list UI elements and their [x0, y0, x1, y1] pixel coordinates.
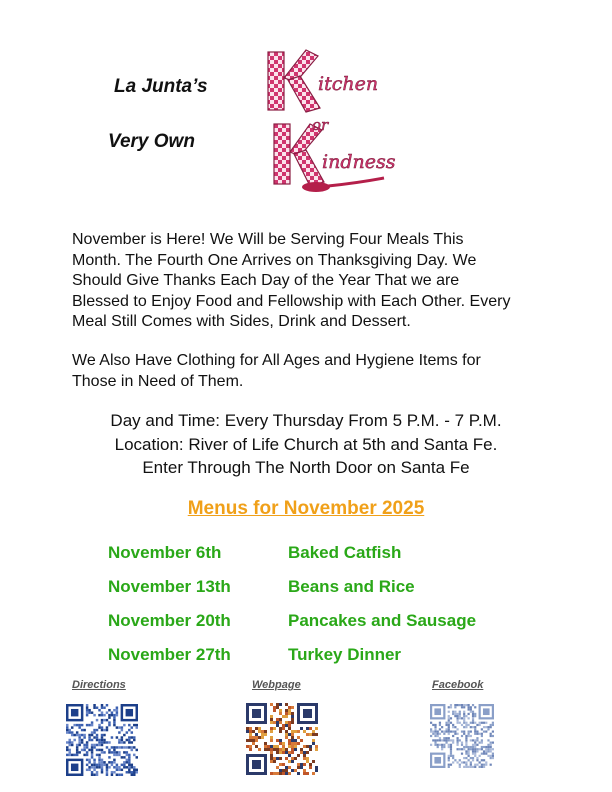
intro-line: Meal Still Comes with Sides, Drink and Dessert.	[72, 313, 411, 330]
intro-line: Blessed to Enjoy Food and Fellowship with Each Other. Every	[72, 292, 511, 310]
menu-row	[108, 577, 548, 603]
day-time: Day and Time: Every Thursday From 5 P.M. - 7 P.M.	[110, 411, 502, 430]
webpage-link[interactable]: Webpage	[252, 679, 301, 691]
tagline-line1: La Junta’s	[114, 76, 208, 97]
intro-line: November is Here! We Will be Serving Four Meals This	[72, 231, 464, 248]
intro-line: Month. The Fourth One Arrives on Thanksgiving Day. We	[72, 251, 477, 269]
menu-meal: Pancakes and Sausage	[288, 611, 477, 630]
svg-text:itchen: itchen	[318, 73, 379, 95]
extras-line: Those in Need of Them.	[72, 372, 244, 390]
menu-date: November 13th	[108, 577, 231, 596]
menu-row	[108, 645, 548, 671]
menu-date: November 27th	[108, 645, 231, 664]
kitchen-of-kindness-logo	[258, 44, 396, 194]
menu-meal: Baked Catfish	[288, 543, 402, 562]
event-info	[0, 409, 612, 480]
svg-text:indness: indness	[322, 151, 396, 173]
menu-row	[108, 611, 548, 637]
webpage-qr-code[interactable]	[246, 703, 318, 780]
directions-qr-code[interactable]	[66, 704, 138, 781]
menu-date: November 20th	[108, 611, 231, 630]
directions-link[interactable]: Directions	[72, 679, 126, 691]
menu-meal: Beans and Rice	[288, 577, 415, 596]
extras-line: We Also Have Clothing for All Ages and Hygiene Items for	[72, 352, 481, 369]
menu-meal: Turkey Dinner	[288, 645, 402, 664]
menu-date: November 6th	[108, 543, 222, 562]
intro-line: Should Give Thanks Each Day of the Year That we are	[72, 272, 460, 289]
tagline-line2: Very Own	[108, 131, 195, 152]
facebook-link[interactable]: Facebook	[432, 679, 484, 691]
intro-paragraph	[72, 230, 552, 333]
menu-row	[108, 543, 548, 569]
extras-paragraph	[72, 351, 552, 392]
facebook-qr-code[interactable]	[430, 704, 494, 773]
svg-text:or: or	[312, 116, 329, 134]
location: Location: River of Life Church at 5th and Santa Fe.	[114, 434, 498, 454]
menus-title: Menus for November 2025	[187, 498, 425, 519]
entry-instructions: Enter Through The North Door on Santa Fe	[142, 458, 470, 477]
